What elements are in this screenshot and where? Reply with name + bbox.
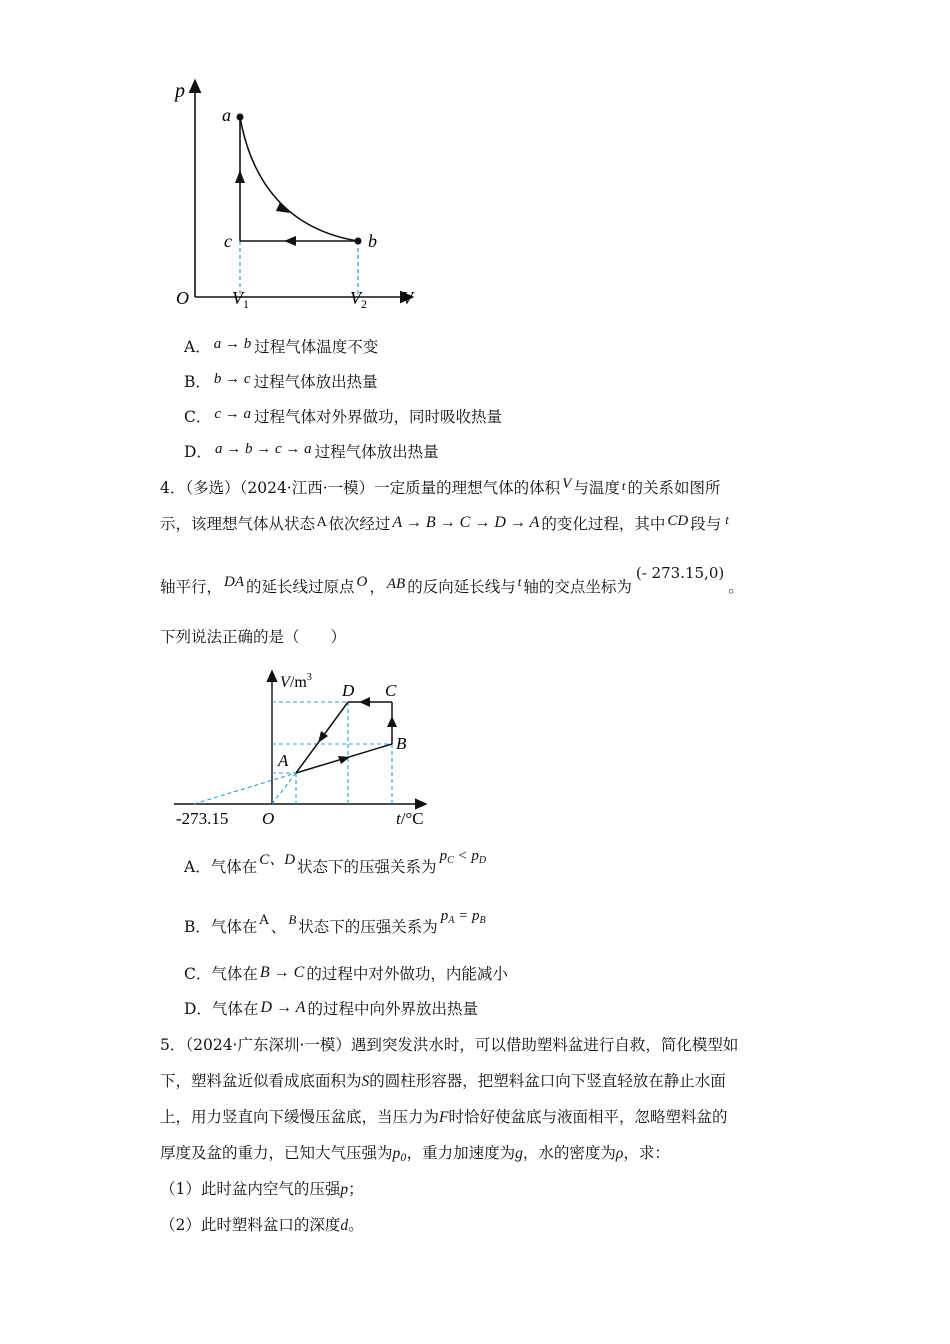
point-b [355,238,362,245]
label-v1: $V_1$ [232,288,249,311]
q4-line-4: 下列说法正确的是（ ） [160,628,347,646]
label-a: A [278,751,289,770]
curve-ab [240,117,358,241]
arrow-bc [387,716,397,727]
q5-line-6: （2）此时塑料盆口的深度d。 [160,1216,364,1234]
q5-line-5: （1）此时盆内空气的压强p； [160,1180,364,1198]
arrow-bc [284,236,296,246]
q3-option-c: C． c → a 过程气体对外界做功，同时吸收热量 [184,406,503,426]
label-b: b [368,231,377,251]
vt-diagram [170,665,450,835]
q4-option-a: A．气体在 C、D 状态下的压强关系为$p_C < p_D$ [184,848,487,876]
q3-option-d: D． a → b → c → a 过程气体放出热量 [184,441,439,461]
arrow-ab [276,202,290,213]
label-c: C [385,681,397,700]
arrow-da [318,731,328,743]
arrow-ca [235,170,245,183]
q3-option-a: A． a → b 过程气体温度不变 [184,336,379,356]
q4-line-2: 示，该理想气体从状态 A 依次经过 A → B → C → D → A 的变化过程，其中 CD 段与 $^t$ [160,512,729,533]
label-v: V [402,288,413,308]
q5-line-1: 5．（2024·广东深圳·一模）遇到突发洪水时，可以借助塑料盆进行自救，简化模型如 [160,1036,739,1054]
label-d: D [342,681,355,700]
q4-option-b: B．气体在 $^A$ 、 $^B$ 状态下的压强关系为$p_A = p_B$ [184,908,486,936]
q5-line-4: 厚度及盆的重力，已知大气压强为$p_0$，重力加速度为g，水的密度为ρ，求： [160,1144,670,1164]
q3-option-b: B． b → c 过程气体放出热量 [184,371,378,391]
da-extension [272,773,296,804]
ab-extension [194,773,296,804]
arrow-cd [359,697,370,707]
label-origin: O [176,288,189,308]
label-b: B [396,734,407,753]
q4-option-c: C．气体在 B → C 的过程中对外做功，内能减小 [184,964,508,983]
label-a: a [222,105,231,125]
q5-line-3: 上，用力竖直向下缓慢压盆底，当压力为F时恰好使盆底与液面相平，忽略塑料盆的 [160,1108,728,1126]
point-a [237,114,244,121]
q4-line-1: 4．（多选）（2024·江西·一模）一定质量的理想气体的体积 V 与温度 t 的关系如图所 [160,476,721,497]
label-v-axis: $V/m^3$ [280,672,312,691]
q5-line-2: 下，塑料盆近似看成底面积为S的圆柱形容器，把塑料盆口向下竖直轻放在静止水面 [160,1072,726,1090]
label-c: c [224,231,232,251]
label-origin: O [262,809,275,828]
label-neg: -273.15 [176,809,229,828]
label-p: p [175,80,185,102]
label-v2: $V_2$ [350,288,367,311]
q4-option-d: D．气体在 D → A 的过程中向外界放出热量 [184,999,478,1018]
q4-line-3: 轴平行， DA 的延长线过原点 O ， AB 的反向延长线与 $^t$ 轴的交点坐标为(- 273.15,0)。 [160,564,744,596]
label-t-axis: t/°C [396,809,424,828]
pv-diagram [170,75,430,320]
